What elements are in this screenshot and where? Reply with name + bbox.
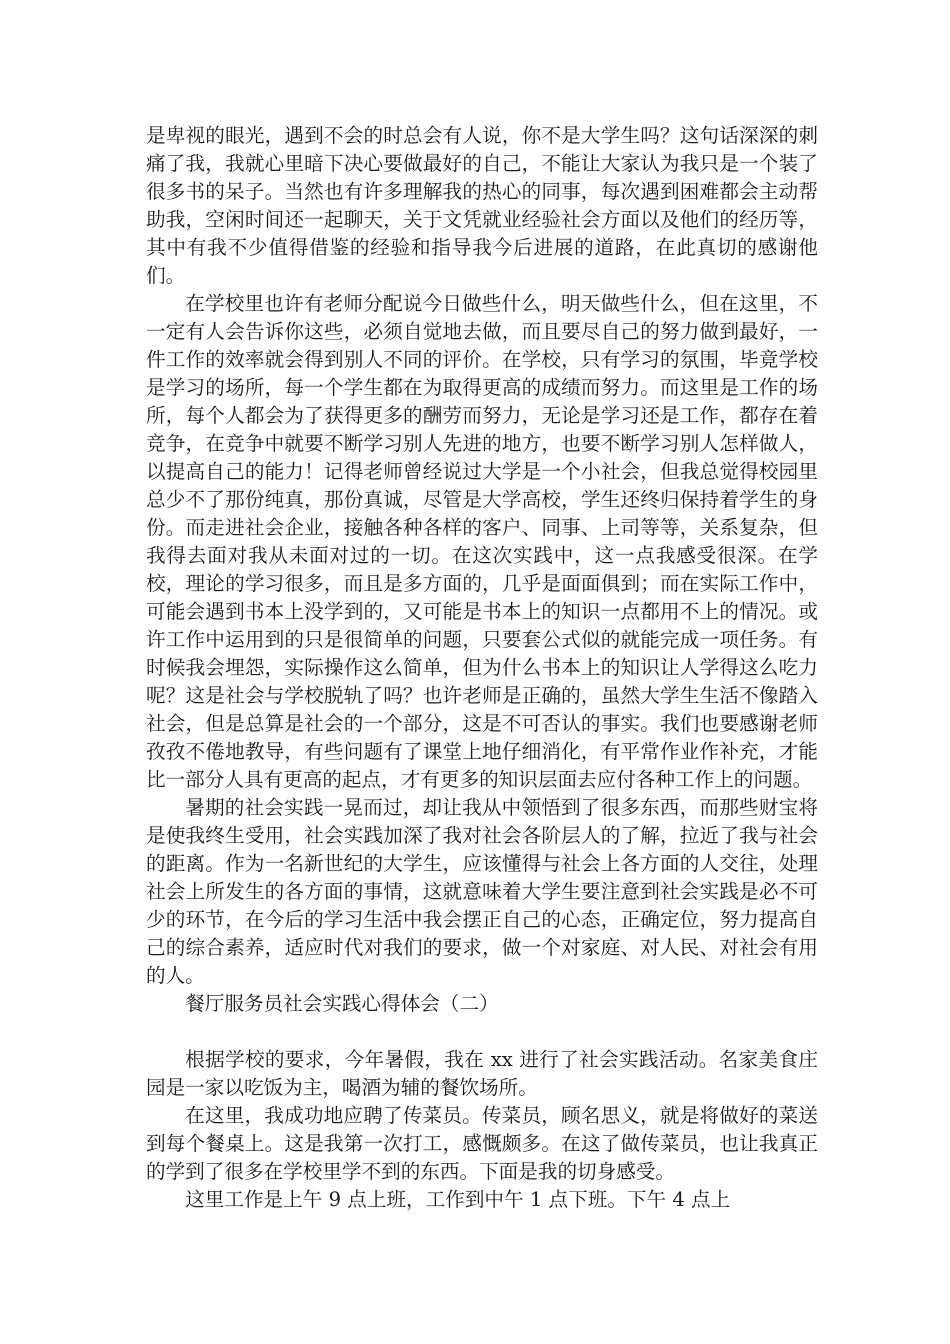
section-paragraph-1: 根据学校的要求，今年暑假，我在 xx 进行了社会实践活动。名家美食庄园是一家以吃饭为主，喝酒为辅的餐饮场所。 [146,1048,818,1099]
document-page [146,122,818,1214]
paragraph-3: 暑期的社会实践一晃而过，却让我从中领悟到了很多东西，而那些财宝将是使我终生受用，社会实践加深了我对社会各阶层人的了解，拉近了我与社会的距离。作为一名新世纪的大学生，应该懂得与社会上各方面的人交往，处理社会上所发生的各方面的事情，这就意味着大学生要注意到社会实践是必不可少的环节，在今后的学习生活中我会摆正自己的心态，正确定位，努力提高自己的综合素养，适应时代对我们的要求，做一个对家庭、对人民、对社会有用的人。 [146,796,818,987]
section-title: 餐厅服务员社会实践心得体会（二） [185,992,499,1015]
section-paragraph-3: 这里工作是上午 9 点上班，工作到中午 1 点下班。下午 4 点上 [185,1188,731,1211]
paragraph-2: 在学校里也许有老师分配说今日做些什么，明天做些什么，但在这里，不一定有人会告诉你这些，必须自觉地去做，而且要尽自己的努力做到最好，一件工作的效率就会得到别人不同的评价。在学校，只有学习的氛围，毕竟学校是学习的场所，每一个学生都在为取得更高的成绩而努力。而这里是工作的场所，每个人都会为了获得更多的酬劳而努力，无论是学习还是工作，都存在着竞争，在竞争中就要不断学习别人先进的地方，也要不断学习别人怎样做人，以提高自己的能力！记得老师曾经说过大学是一个小社会，但我总觉得校园里总少不了那份纯真，那份真诚，尽管是大学高校，学生还终归保持着学生的身份。而走进社会企业，接触各种各样的客户、同事、上司等等，关系复杂，但我得去面对我从未面对过的一切。在这次实践中，这一点我感受很深。在学校，理论的学习很多，而且是多方面的，几乎是面面俱到；而在实际工作中，可能会遇到书本上没学到的，又可能是书本上的知识一点都用不上的情况。或许工作中运用到的只是很简单的问题，只要套公式似的就能完成一项任务。有时候我会埋怨，实际操作这么简单，但为什么书本上的知识让人学得这么吃力呢？这是社会与学校脱轨了吗？也许老师是正确的，虽然大学生生活不像踏入社会，但是总算是社会的一个部分，这是不可否认的事实。我们也要感谢老师孜孜不倦地教导，有些问题有了课堂上地仔细消化，有平常作业作补充，才能比一部分人具有更高的起点，才有更多的知识层面去应付各种工作上的问题。 [146,292,818,791]
section-paragraph-2: 在这里，我成功地应聘了传菜员。传菜员，顾名思义，就是将做好的菜送到每个餐桌上。这是我第一次打工，感慨颇多。在这了做传菜员，也让我真正的学到了很多在学校里学不到的东西。下面是我的切身感受。 [146,1104,818,1183]
paragraph-1: 是卑视的眼光，遇到不会的时总会有人说，你不是大学生吗？这句话深深的刺痛了我，我就心里暗下决心要做最好的自己，不能让大家认为我只是一个装了很多书的呆子。当然也有许多理解我的热心的同事，每次遇到困难都会主动帮助我，空闲时间还一起聊天，关于文凭就业经验社会方面以及他们的经历等，其中有我不少值得借鉴的经验和指导我今后进展的道路，在此真切的感谢他们。 [146,124,818,287]
